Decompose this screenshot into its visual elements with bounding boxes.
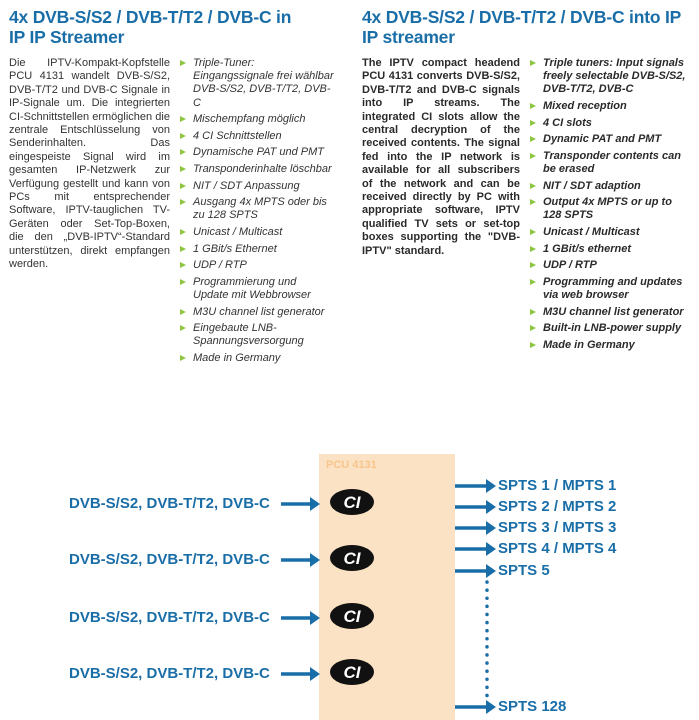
en-feature-text: Triple tuners: Input signals freely selectable DVB-S/S2, DVB-T/T2, DVB-C bbox=[543, 57, 686, 96]
output-label-5: SPTS 5 bbox=[498, 562, 550, 579]
ci-label-3: CI bbox=[343, 607, 361, 626]
input-label-1: DVB-S/S2, DVB-T/T2, DVB-C bbox=[69, 495, 270, 512]
de-title: 4x DVB-S/S2 / DVB-T/T2 / DVB-C in IP IP Streamer bbox=[9, 7, 292, 47]
de-feature-text: Programmierung und Update mit Webbrowser bbox=[193, 275, 311, 301]
input-label-4: DVB-S/S2, DVB-T/T2, DVB-C bbox=[69, 665, 270, 682]
de-feature-text: Dynamische PAT und PMT bbox=[193, 146, 325, 159]
en-feature-text: M3U channel list generator bbox=[543, 305, 684, 318]
output-label-1: SPTS 1 / MPTS 1 bbox=[498, 477, 617, 494]
de-feature-text: Transponderinhalte löschbar bbox=[193, 162, 332, 175]
en-feature-text: Output 4x MPTS or up to 128 SPTS bbox=[543, 196, 672, 222]
en-feature-text: Programming and updates via web browser bbox=[543, 275, 683, 301]
output-label-128: SPTS 128 bbox=[498, 698, 567, 715]
en-feature-text: Dynamic PAT and PMT bbox=[543, 133, 662, 146]
ci-label-2: CI bbox=[343, 549, 361, 568]
de-feature-text: Eingebaute LNB-Spannungsversorgung bbox=[193, 322, 304, 348]
de-feature-text: Mischempfang möglich bbox=[193, 113, 306, 126]
de-feature-text: Ausgang 4x MPTS oder bis zu 128 SPTS bbox=[193, 196, 327, 222]
en-feature-text: NIT / SDT adaption bbox=[543, 179, 641, 192]
output-label-4: SPTS 4 / MPTS 4 bbox=[498, 540, 617, 557]
de-feature-text: 1 GBit/s Ethernet bbox=[193, 242, 277, 255]
ci-label-4: CI bbox=[343, 663, 361, 682]
input-label-3: DVB-S/S2, DVB-T/T2, DVB-C bbox=[69, 609, 270, 626]
en-feature-text: Made in Germany bbox=[543, 338, 635, 351]
ci-label-1: CI bbox=[343, 493, 361, 512]
de-feature-text: Unicast / Multicast bbox=[193, 225, 283, 238]
en-feature-text: Mixed reception bbox=[543, 100, 627, 112]
en-title: 4x DVB-S/S2 / DVB-T/T2 / DVB-C into IP IP streamer bbox=[362, 7, 681, 47]
en-feature-text: 4 CI slots bbox=[543, 116, 592, 129]
ci-badges bbox=[330, 489, 374, 685]
output-label-2: SPTS 2 / MPTS 2 bbox=[498, 498, 617, 515]
de-body: Die IPTV-Kompakt-Kopfstelle PCU 4131 wandelt DVB-S/S2, DVB-T/T2 und DVB-C Signale in IP-Signale um. Die integrierten CI-Schnittstellen ermöglichen die zentrale Entschlüsselung von Senderinhalten. Das eingespeiste Signal wird im gesamten IP-Netzwerk zur Verfügung gestellt und kann von PCs mit entsprechender Software, IPTV-tauglichen TV-Geräten oder Set-Top-Boxen, die den „DVB-IPTV“-Standard unterstützen, direkt empfangen werden. bbox=[9, 57, 170, 271]
de-feature-text: M3U channel list generator bbox=[193, 305, 325, 318]
device-label: PCU 4131 bbox=[326, 459, 377, 471]
de-feature-text: Made in Germany bbox=[193, 351, 281, 364]
en-feature-text: Unicast / Multicast bbox=[543, 225, 640, 238]
output-label-3: SPTS 3 / MPTS 3 bbox=[498, 519, 617, 536]
de-feature-text: 4 CI Schnittstellen bbox=[193, 129, 282, 142]
en-feature-text: 1 GBit/s ethernet bbox=[543, 242, 632, 255]
en-feature-text: Transponder contents can be erased bbox=[543, 149, 681, 175]
input-label-2: DVB-S/S2, DVB-T/T2, DVB-C bbox=[69, 551, 270, 568]
de-feature-text: Triple-Tuner: Eingangssignale frei wählbar DVB-S/S2, DVB-T/T2, DVB-C bbox=[193, 57, 334, 109]
en-feature-text: UDP / RTP bbox=[543, 259, 597, 272]
en-body: The IPTV compact headend PCU 4131 converts DVB-S/S2, DVB-T/T2 and DVB-C signals into IP streams. The integrated CI slots allow the central decryption of the received contents. The signal fed into the IP network is available for all subscribers of the network and can be received directly by PC with appropriate software, IPTV qualified TV sets or set-top boxes supporting the "DVB-IPTV" standard. bbox=[362, 57, 520, 257]
de-feature-text: NIT / SDT Anpassung bbox=[193, 179, 300, 192]
de-feature-text: UDP / RTP bbox=[193, 259, 247, 272]
en-feature-text: Built-in LNB-power supply bbox=[543, 322, 682, 335]
